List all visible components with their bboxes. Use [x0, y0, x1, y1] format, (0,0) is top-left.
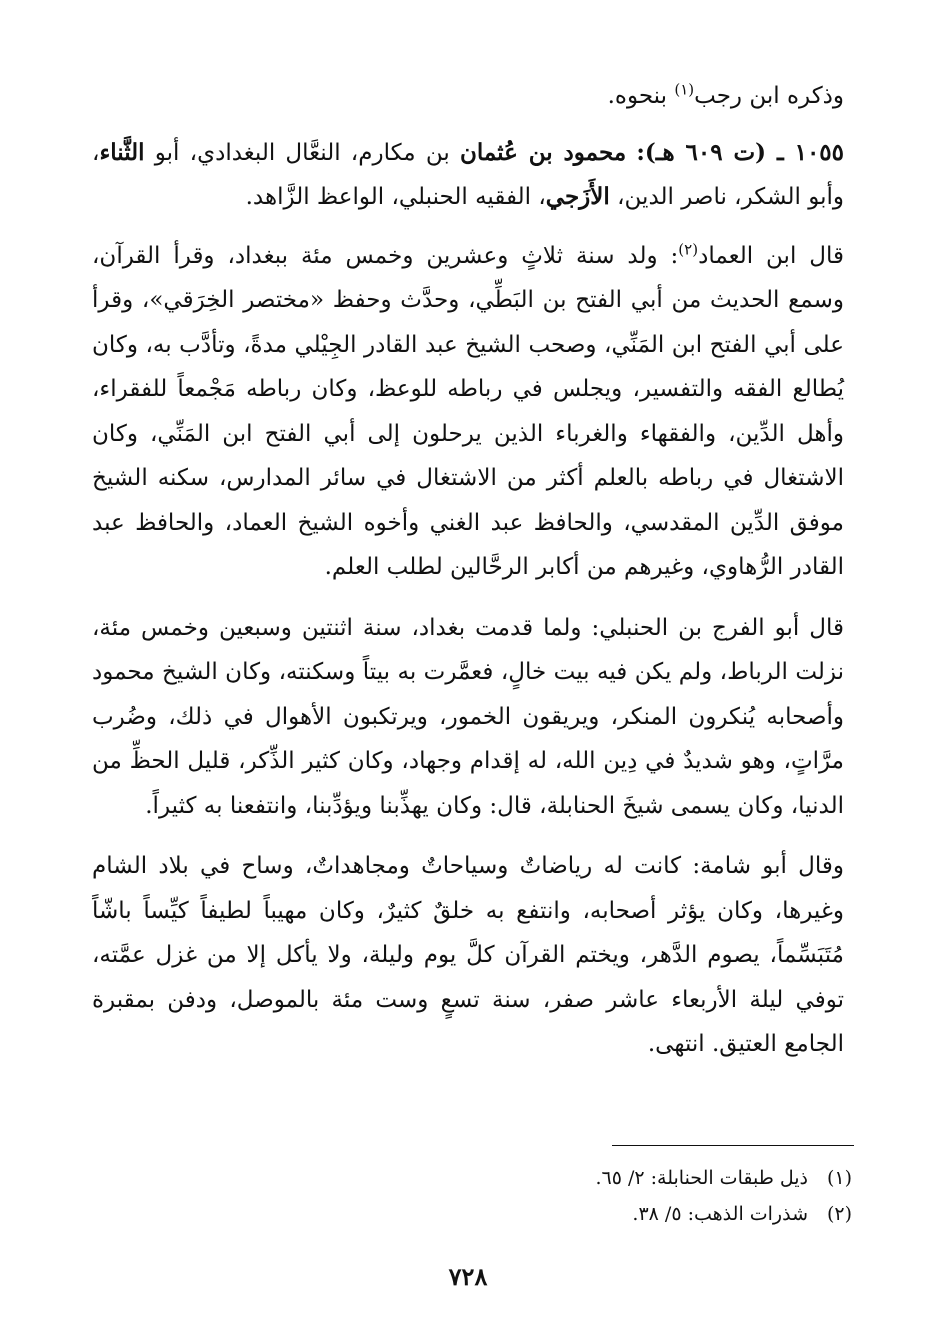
biography-entry-heading [92, 131, 844, 220]
ibn-imad-lead: قال ابن العماد [698, 242, 844, 269]
footnote-divider [612, 1145, 854, 1146]
abu-shama-text: وقال أبو شامة: كانت له رياضاتٌ وسياحاتٌ ومجاهداتٌ، وساح في بلاد الشام وغيرها، وكان يؤثر أصحابه، وانتفع به خلقٌ كثيرٌ، وكان مهيباً لطيفاً كيِّساً باشّاً مُتَبَسِّماً، يصوم الدَّهر، ويختم القرآن كلَّ يوم وليلة، ولا يأكل إلا من غزل عمَّته، توفي ليلة الأربعاء عاشر صفر، سنة تسعٍ وست مئة بالموصل، ودفن بمقبرة الجامع العتيق. انتهى. [92, 853, 844, 1057]
opening-text: وذكره ابن رجب [694, 83, 844, 109]
opening-line [92, 74, 844, 119]
entry-name-rest: بن مكارم، النعَّال البغدادي، أبو [154, 139, 460, 166]
entry-tail: ، الفقيه الحنبلي، الواعظ الزَّاهد. [245, 184, 546, 210]
footnote-1-number: (١) [826, 1167, 852, 1189]
entry-number: ١٠٥٥ ـ (ت ٦٠٩ هـ): [636, 138, 845, 166]
footnote-ref-2[interactable]: (٢) [678, 239, 699, 258]
footnote-1 [595, 1160, 852, 1196]
ibn-imad-text: : ولد سنة ثلاثٍ وعشرين وخمس مئة ببغداد، وقرأ القرآن، وسمع الحديث من أبي الفتح بن البَطِّي، وحدَّث وحفظ «مختصر الخِرَقي»، وقرأ على أبي الفتح ابن المَنِّي، وصحب الشيخ عبد القادر الجِيْلي مدةً، وتأدَّب به، وكان يُطالع الفقه والتفسير، ويجلس في رباطه للوعظ، وكان رباطه مَجْمعاً للفقراء، وأهل الدِّين، والفقهاء والغرباء الذين يرحلون إلى أبي الفتح ابن المَنِّي، وكان الاشتغال في رباطه بالعلم أكثر من الاشتغال في سائر المدارس، سكنه الشيخ موفق الدِّين المقدسي، والحافظ عبد الغني وأخوه الشيخ العماد، والحافظ عبد القادر الرُّهاوي، وغيرهم من أكابر الرحَّالين لطلب العلم. [92, 242, 844, 580]
footnote-ref-1[interactable]: (١) [674, 80, 695, 99]
entry-kunya: الثَّناء [99, 138, 145, 166]
entry-name: محمود بن عُثمان [459, 138, 627, 166]
footnotes [595, 1160, 852, 1232]
footnote-1-text: ذيل طبقات الحنابلة: ٢/ ٦٥. [595, 1167, 808, 1189]
paragraph-ibn-imad [92, 234, 844, 590]
paragraph-abu-faraj [92, 606, 844, 829]
paragraph-abu-shama [92, 844, 844, 1067]
footnote-2 [595, 1196, 852, 1232]
abu-faraj-text: قال أبو الفرج بن الحنبلي: ولما قدمت بغداد، سنة اثنتين وسبعين وخمس مئة، نزلت الرباط، ولم يكن فيه بيت خالٍ، فعمَّرت به بيتاً وسكنته، وكان الشيخ محمود وأصحابه يُنكرون المنكر، ويريقون الخمور، ويرتكبون الأهوال في ذلك، وضُرب مرَّاتٍ، وهو شديدٌ في دِين الله، له إقدام وجهاد، وكان كثير الذِّكر، قليل الحظِّ من الدنيا، وكان يسمى شيخَ الحنابلة، قال: وكان يهذِّبنا ويؤدِّبنا، وانتفعنا به كثيراً. [92, 614, 844, 819]
page-number: ٧٢٨ [448, 1262, 488, 1291]
entry-nisba: الأَزَجي [545, 183, 610, 210]
footnote-2-number: (٢) [826, 1203, 852, 1225]
entry-titles: ، وأبو الشكر، ناصر الدين، [92, 139, 844, 210]
footnote-2-text: شذرات الذهب: ٥/ ٣٨. [632, 1203, 808, 1225]
opening-text-after: بنحوه. [607, 83, 675, 109]
